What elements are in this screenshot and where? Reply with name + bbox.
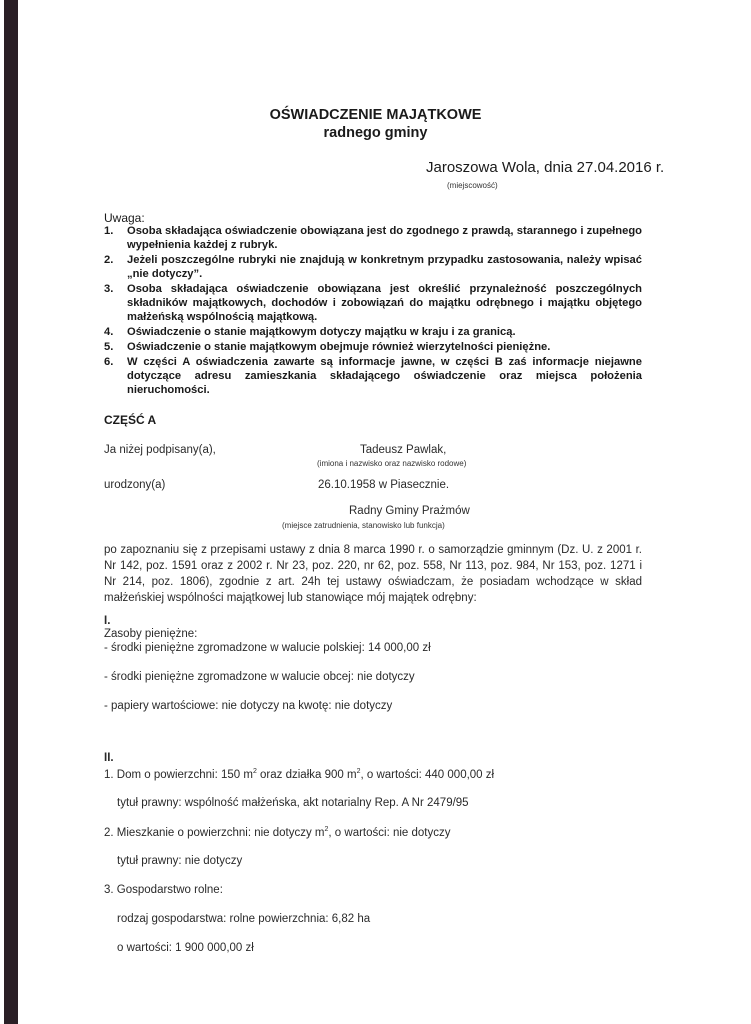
section-2-numeral: II.: [104, 752, 114, 764]
note-number: 4.: [104, 326, 114, 338]
note-text: Jeżeli poszczególne rubryki nie znajdują w konkretnym przypadku zastosowania, należy wpisać „nie dotyczy”.: [127, 254, 642, 280]
note-item: [104, 340, 642, 354]
note-number: 2.: [104, 254, 114, 266]
note-text: W części A oświadczenia zawarte są informacje jawne, w części B zaś informacje niejawne dotyczące adresu zamieszkania składającego oświadczenie oraz miejsca położenia nieruchomości.: [127, 356, 642, 396]
note-item: [104, 282, 642, 324]
cash-foreign-item: - środki pieniężne zgromadzone w walucie obcej: nie dotyczy: [104, 671, 415, 683]
note-text: Oświadczenie o stanie majątkowym obejmuje również wierzytelności pieniężne.: [127, 341, 551, 353]
note-item: [104, 355, 642, 397]
note-number: 1.: [104, 225, 114, 237]
notes-title: Uwaga:: [104, 211, 145, 225]
undersigned-label: Ja niżej podpisany(a),: [104, 444, 216, 456]
flat-legal-title: tytuł prawny: nie dotyczy: [117, 855, 243, 867]
notes-list: [104, 224, 642, 398]
securities-item: - papiery wartościowe: nie dotyczy na kwotę: nie dotyczy: [104, 700, 393, 712]
note-number: 6.: [104, 356, 114, 368]
note-number: 3.: [104, 283, 114, 295]
part-a-heading: CZĘŚĆ A: [104, 413, 157, 427]
house-legal-title: tytuł prawny: wspólność małżeńska, akt notarialny Rep. A Nr 2479/95: [117, 797, 469, 809]
place-caption: (miejscowość): [447, 181, 498, 190]
cash-pln-item: - środki pieniężne zgromadzone w walucie polskiej: 14 000,00 zł: [104, 642, 431, 654]
declarant-name: Tadeusz Pawlak,: [360, 444, 447, 456]
section-1-heading: Zasoby pieniężne:: [104, 628, 198, 640]
farm-heading: 3. Gospodarstwo rolne:: [104, 884, 223, 896]
document-subtitle: radnego gminy: [323, 125, 428, 141]
scan-edge-bar: [4, 0, 18, 1024]
note-text: Oświadczenie o stanie majątkowym dotyczy majątku w kraju i za granicą.: [127, 326, 516, 338]
flat-line: 2. Mieszkanie o powierzchni: nie dotyczy $m^2$, o wartości: nie dotyczy: [104, 826, 451, 839]
house-line: 1. Dom o powierzchni: 150 $m^2$ oraz działka 900 $m^2$, o wartości: 440 000,00 zł: [104, 768, 495, 781]
note-item: [104, 224, 642, 252]
note-number: 5.: [104, 341, 114, 353]
employment-value: Radny Gminy Prażmów: [349, 505, 470, 517]
note-item: [104, 325, 642, 339]
document-title: OŚWIADCZENIE MAJĄTKOWE: [269, 107, 482, 123]
note-text: Osoba składająca oświadczenie obowiązana jest do zgodnego z prawdą, starannego i zupełnego wypełnienia każdej z rubryk.: [127, 225, 642, 251]
note-item: [104, 253, 642, 281]
farm-value: o wartości: 1 900 000,00 zł: [117, 942, 254, 954]
employment-caption: (miejsce zatrudnienia, stanowisko lub funkcja): [282, 521, 445, 530]
farm-type: rodzaj gospodarstwa: rolne powierzchnia: 6,82 ha: [117, 913, 371, 925]
section-1-numeral: I.: [104, 615, 111, 627]
note-text: Osoba składająca oświadczenie obowiązana jest określić przynależność poszczególnych składników majątkowych, dochodów i zobowiązań do majątku odrębnego i majątku objętego małżeńską wspólnością majątkową.: [127, 283, 642, 323]
place-date: Jaroszowa Wola, dnia 27.04.2016 r.: [426, 159, 665, 176]
declaration-paragraph: po zapoznaniu się z przepisami ustawy z dnia 8 marca 1990 r. o samorządzie gminnym (Dz. U. z 2001 r. Nr 142, poz. 1591 oraz z 2002 r. Nr 23, poz. 220, nr 62, poz. 558, Nr 113, poz. 984, Nr 153, poz. 1271 i Nr 214, poz. 1806), zgodnie z art. 24h tej ustawy oświadczam, że posiadam wchodzące w skład małżeńskiej wspólności majątkowej lub stanowiące mój majątek odrębny:: [104, 544, 642, 604]
born-value: 26.10.1958 w Piasecznie.: [318, 479, 450, 491]
born-label: urodzony(a): [104, 479, 166, 491]
name-caption: (imiona i nazwisko oraz nazwisko rodowe): [317, 459, 467, 468]
